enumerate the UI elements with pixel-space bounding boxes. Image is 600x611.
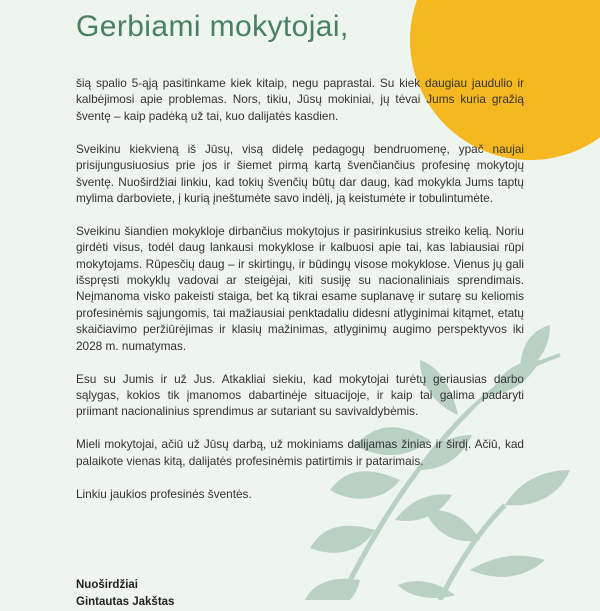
paragraph: šią spalio 5-ąją pasitinkame kiek kitaip, negu paprastai. Su kiek daugiau jaudulio ir kalbėjimosi apie problemas. Nors, tikiu, Jūsų mokiniai, jų tėvai Jums kuria gražią šventę – kaip padėką už tai, kuo dalijatės kasdien. xyxy=(76,76,524,123)
letter-body xyxy=(76,75,524,519)
signature-closing: Nuoširdžiai xyxy=(76,579,138,591)
greeting-title: Gerbiami mokytojai, xyxy=(76,10,349,43)
paragraph: Linkiu jaukios profesinės šventės. xyxy=(76,486,252,501)
signature-block xyxy=(76,577,174,611)
paragraph: Sveikinu kiekvieną iš Jūsų, visą didelę pedagogų bendruomenę, ypač naujai prisijungusiuosius prie jos ir šiemet pirmą kartą švenčiančius profesinę mokytojų šventę. Nuoširdžiai linkiu, kad tokių švenčių būtų dar daug, kad mokykla Jums taptų mylima darboviete, į kurią įneštumėte savo indėlį, ją keistumėte ir tobulintumėte. xyxy=(76,141,524,205)
paragraph: Mieli mokytojai, ačiū už Jūsų darbą, už mokiniams dalijamas žinias ir širdį. Ačiū, kad palaikote vienas kitą, dalijatės profesinėmis patirtimis ir patarimais. xyxy=(76,437,524,468)
paragraph: Esu su Jumis ir už Jus. Atkakliai siekiu, kad mokytojai turėtų geriausias darbo sąlygas, kokios tik įmanomos dabartinėje situacijoje, ir kaip tai galima padaryti priimant nacionalinius sprendimus ar sutariant su savivaldybėmis. xyxy=(76,371,524,419)
signature-name: Gintautas Jakštas xyxy=(76,596,175,608)
paragraph: Sveikinu šiandien mokykloje dirbančius mokytojus ir pasirinkusius streiko kelią. Noriu girdėti visus, todėl daug lankausi mokyklose ir kalbuosi apie tai, kas labiausiai rūpi mokytojams. Rūpesčių daug – ir skirtingų, ir būdingų visose mokyklose. Vienus jų gali išspręsti mokyklų vadovai ar steigėjai, kiti susiję su nacionaliniais sprendimais. Neįmanoma visko pakeisti staiga, bet ką tikrai esame suplanavę ir sutarę su keliomis profesinėmis sąjungomis, tai mažiausiai penktadaliu didesni atlyginimai kitąmet, etatų skaičiavimo peržiūrėjimas ir klasių mažinimas, atlyginimų augimo perspektyvos iki 2028 m. numatymas. xyxy=(76,223,524,353)
